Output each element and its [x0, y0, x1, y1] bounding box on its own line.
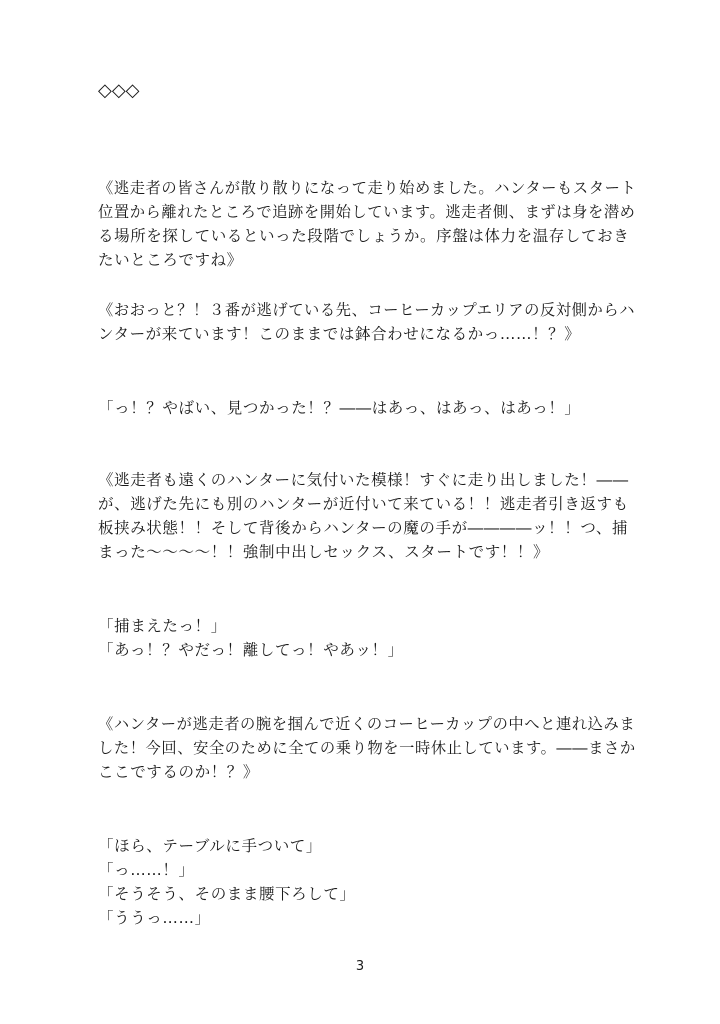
text-line: ンターが来ています！このままでは鉢合わせになるかっ……！？》	[98, 325, 581, 343]
text-line: ここでするのか！？》	[98, 763, 260, 781]
dialogue-line: 「ううっ……」	[98, 909, 211, 927]
dialogue-line: 「っ！？やばい、見つかった！？――はあっ、はあっ、はあっ！」	[98, 399, 581, 417]
text-line: した！今回、安全のために全ての乗り物を一時休止しています。――まさか	[98, 739, 636, 757]
text-line: が、逃げた先にも別のハンターが近付いて来ている！！逃走者引き返すも	[98, 495, 629, 513]
section-separator: ◇◇◇	[98, 80, 140, 101]
text-line: 《おおっと？！３番が逃げている先、コーヒーカップエリアの反対側からハ	[98, 301, 636, 319]
text-line: まった〜〜〜〜！！強制中出しセックス、スタートです！！》	[98, 543, 550, 561]
page-number: 3	[355, 959, 365, 974]
text-line: 《逃走者の皆さんが散り散りになって走り始めました。ハンターもスタート	[98, 179, 637, 197]
text-line: 板挟み状態！！そして背後からハンターの魔の手が――――ッ！！つ、捕	[98, 519, 629, 537]
dialogue-line: 「ほら、テーブルに手ついて」	[98, 837, 323, 855]
dialogue-line: 「っ……！」	[98, 861, 195, 879]
text-line: 《逃走者も遠くのハンターに気付いた模様！すぐに走り出しました！――	[98, 471, 629, 489]
text-line: 位置から離れたところで追跡を開始しています。逃走者側、まずは身を潜め	[98, 203, 636, 221]
dialogue-line: 「捕まえたっ！」	[98, 617, 227, 635]
dialogue-line: 「あっ！？やだっ！離してっ！やあッ！」	[98, 641, 404, 659]
text-line: 《ハンターが逃走者の腕を掴んで近くのコーヒーカップの中へと連れ込みま	[98, 715, 636, 733]
text-line: る場所を探しているといった段階でしょうか。序盤は体力を温存しておき	[98, 227, 630, 245]
text-line: たいところですね》	[98, 251, 243, 269]
dialogue-line: 「そうそう、そのまま腰下ろして」	[98, 885, 356, 903]
